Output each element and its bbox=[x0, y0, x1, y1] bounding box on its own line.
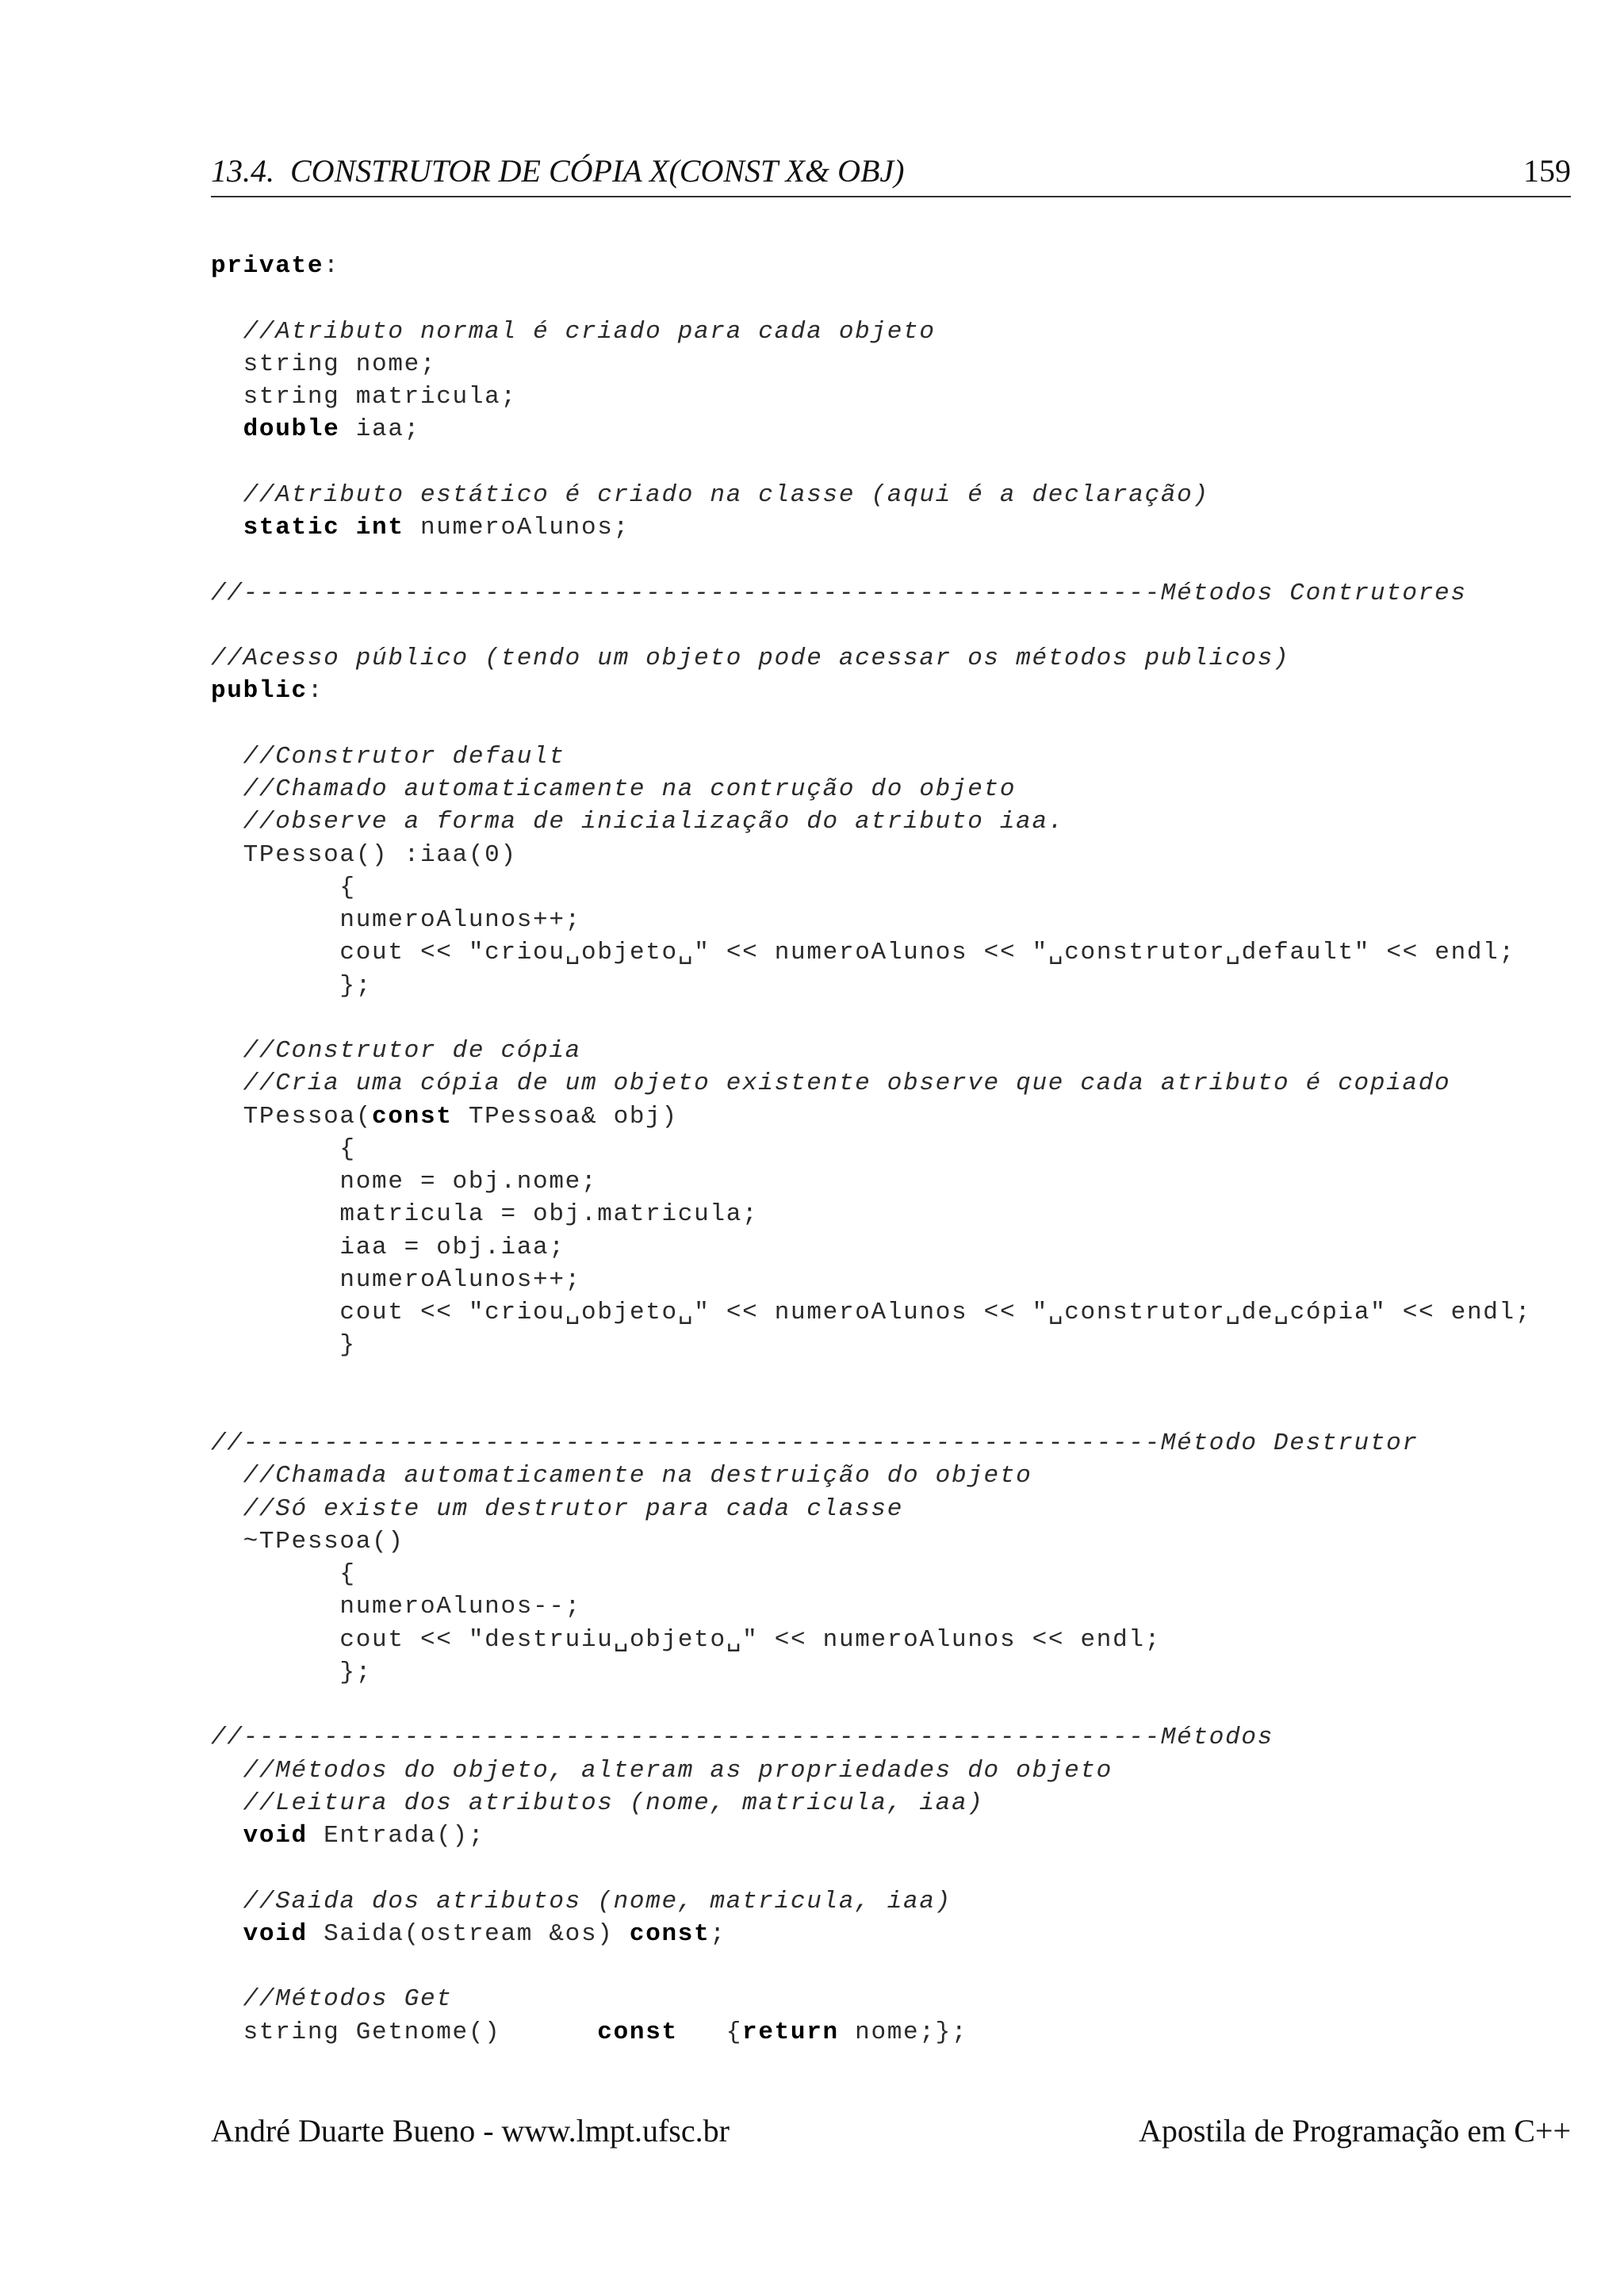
code-text: string nome; bbox=[211, 350, 437, 378]
code-text bbox=[211, 1985, 243, 2013]
code-text: cout << "criou␣objeto␣" << numeroAlunos << "␣construtor␣de␣cópia" << endl; bbox=[211, 1299, 1532, 1326]
code-line bbox=[211, 1002, 1624, 1035]
code-text: string matricula; bbox=[211, 383, 517, 411]
code-text bbox=[211, 1789, 243, 1817]
code-line bbox=[211, 1852, 1624, 1885]
code-line bbox=[211, 1721, 1624, 1754]
code-line bbox=[211, 1067, 1624, 1100]
code-text bbox=[211, 775, 243, 803]
code-keyword: void bbox=[243, 1919, 308, 1948]
page-number: 159 bbox=[1523, 153, 1571, 189]
code-line bbox=[211, 511, 1624, 544]
section-title: 13.4. CONSTRUTOR DE CÓPIA X(CONST X& OBJ) bbox=[211, 153, 905, 189]
code-line bbox=[211, 250, 1624, 282]
code-line bbox=[211, 348, 1624, 381]
code-comment: //Acesso público (tendo um objeto pode acessar os métodos publicos) bbox=[211, 645, 1290, 672]
code-line bbox=[211, 806, 1624, 838]
code-text: { bbox=[211, 1560, 356, 1588]
code-text: numeroAlunos--; bbox=[211, 1593, 581, 1621]
code-text: numeroAlunos++; bbox=[211, 1265, 581, 1294]
code-text: Entrada(); bbox=[307, 1822, 485, 1850]
code-text: ~TPessoa() bbox=[211, 1527, 404, 1556]
code-keyword: double bbox=[243, 415, 340, 444]
code-line bbox=[211, 316, 1624, 348]
code-text: matricula = obj.matricula; bbox=[211, 1200, 759, 1229]
code-line bbox=[211, 1100, 1624, 1133]
code-text bbox=[211, 808, 243, 836]
code-keyword: const bbox=[629, 1919, 710, 1948]
code-line bbox=[211, 1362, 1624, 1395]
code-line bbox=[211, 2016, 1624, 2049]
code-line bbox=[211, 773, 1624, 806]
code-text: numeroAlunos; bbox=[404, 514, 630, 541]
code-text: { bbox=[211, 1135, 356, 1163]
code-line bbox=[211, 1296, 1624, 1329]
code-line bbox=[211, 413, 1624, 446]
code-comment: //Saida dos atributos (nome, matricula, iaa) bbox=[243, 1887, 952, 1915]
code-keyword: void bbox=[243, 1822, 308, 1850]
code-comment: //Atributo normal é criado para cada objeto bbox=[243, 317, 936, 346]
code-comment: //Construtor default bbox=[243, 742, 565, 771]
code-text: nome = obj.nome; bbox=[211, 1168, 598, 1196]
code-keyword: static int bbox=[243, 514, 404, 541]
code-line bbox=[211, 1329, 1624, 1361]
running-header bbox=[211, 152, 1571, 197]
code-line bbox=[211, 1264, 1624, 1296]
code-line bbox=[211, 1558, 1624, 1590]
code-line bbox=[211, 1427, 1624, 1460]
code-comment: //Cria uma cópia de um objeto existente observe que cada atributo é copiado bbox=[243, 1070, 1451, 1098]
code-line bbox=[211, 839, 1624, 871]
code-line bbox=[211, 1624, 1624, 1656]
code-line bbox=[211, 1493, 1624, 1525]
footer-book-title: Apostila de Programação em C++ bbox=[1139, 2113, 1571, 2149]
code-comment: //Métodos do objeto, alteram as propriedades do objeto bbox=[243, 1756, 1113, 1785]
code-line bbox=[211, 577, 1624, 610]
code-comment: //Métodos Get bbox=[243, 1985, 453, 2014]
code-text bbox=[211, 415, 243, 443]
code-line bbox=[211, 740, 1624, 773]
code-listing bbox=[211, 250, 1624, 2049]
code-text: : bbox=[307, 677, 324, 706]
code-comment: //Chamada automaticamente na destruição do objeto bbox=[243, 1462, 1032, 1490]
code-line bbox=[211, 970, 1624, 1002]
code-text: iaa = obj.iaa; bbox=[211, 1233, 565, 1261]
code-line bbox=[211, 1590, 1624, 1623]
code-text: iaa; bbox=[339, 415, 420, 444]
code-line bbox=[211, 1231, 1624, 1264]
code-text bbox=[211, 318, 243, 346]
code-line bbox=[211, 1133, 1624, 1165]
code-text: }; bbox=[211, 1658, 373, 1686]
code-line bbox=[211, 1950, 1624, 1983]
code-line bbox=[211, 1525, 1624, 1558]
code-text bbox=[211, 1070, 243, 1097]
code-keyword: return bbox=[742, 2018, 839, 2046]
code-line bbox=[211, 1689, 1624, 1721]
code-text bbox=[211, 481, 243, 509]
code-comment: //Atributo estático é criado na classe (aqui é a declaração) bbox=[243, 480, 1209, 509]
code-text: : bbox=[324, 252, 340, 280]
code-text: TPessoa& obj) bbox=[452, 1102, 678, 1131]
code-text bbox=[211, 1037, 243, 1065]
code-line bbox=[211, 1460, 1624, 1492]
code-text: Saida(ostream &os) bbox=[307, 1919, 630, 1948]
code-line bbox=[211, 282, 1624, 315]
code-line bbox=[211, 1198, 1624, 1230]
code-text: } bbox=[211, 1331, 356, 1360]
code-line bbox=[211, 1755, 1624, 1787]
code-line bbox=[211, 479, 1624, 511]
code-keyword: public bbox=[211, 677, 308, 706]
code-text: nome;}; bbox=[838, 2018, 968, 2046]
code-line bbox=[211, 675, 1624, 707]
code-line bbox=[211, 1035, 1624, 1067]
code-comment: //Só existe um destrutor para cada classe bbox=[243, 1494, 904, 1523]
code-comment: //Leitura dos atributos (nome, matricula, iaa) bbox=[243, 1789, 984, 1817]
footer-author: André Duarte Bueno - www.lmpt.ufsc.br bbox=[211, 2113, 730, 2149]
code-line bbox=[211, 610, 1624, 642]
code-text: TPessoa() :iaa(0) bbox=[211, 840, 517, 869]
code-text: { bbox=[677, 2018, 743, 2046]
code-text bbox=[211, 1822, 243, 1850]
code-text: numeroAlunos++; bbox=[211, 906, 581, 934]
code-text: string Getnome() bbox=[211, 2018, 598, 2046]
code-text bbox=[211, 514, 243, 541]
code-comment: //---------------------------------------------------------Métodos bbox=[211, 1724, 1274, 1752]
code-text bbox=[211, 1495, 243, 1523]
code-text bbox=[211, 1920, 243, 1948]
code-text: { bbox=[211, 873, 356, 901]
code-text: TPessoa( bbox=[211, 1102, 373, 1131]
code-comment: //---------------------------------------------------------Método Destrutor bbox=[211, 1429, 1419, 1457]
code-text bbox=[211, 1462, 243, 1490]
code-line bbox=[211, 1983, 1624, 2015]
code-line bbox=[211, 1656, 1624, 1689]
code-line bbox=[211, 642, 1624, 675]
code-comment: //Chamado automaticamente na contrução do objeto bbox=[243, 775, 1017, 803]
code-comment: //---------------------------------------------------------Métodos Contrutores bbox=[211, 579, 1467, 607]
code-comment: //Construtor de cópia bbox=[243, 1037, 581, 1065]
header-rule bbox=[211, 196, 1571, 197]
code-text: ; bbox=[710, 1919, 726, 1948]
code-text: cout << "criou␣objeto␣" << numeroAlunos << "␣construtor␣default" << endl; bbox=[211, 939, 1515, 967]
code-line bbox=[211, 936, 1624, 969]
code-line bbox=[211, 1885, 1624, 1918]
running-footer bbox=[211, 2112, 1571, 2156]
code-line bbox=[211, 871, 1624, 904]
code-text bbox=[211, 1888, 243, 1915]
code-line bbox=[211, 1787, 1624, 1820]
code-text: cout << "destruiu␣objeto␣" << numeroAlunos << endl; bbox=[211, 1625, 1161, 1654]
code-keyword: private bbox=[211, 252, 324, 280]
code-line bbox=[211, 1918, 1624, 1950]
code-line bbox=[211, 1165, 1624, 1198]
code-line bbox=[211, 381, 1624, 413]
code-text: }; bbox=[211, 971, 373, 1000]
code-line bbox=[211, 446, 1624, 479]
code-text bbox=[211, 1757, 243, 1785]
code-line bbox=[211, 708, 1624, 740]
code-line bbox=[211, 544, 1624, 576]
code-line bbox=[211, 1820, 1624, 1852]
code-line bbox=[211, 1395, 1624, 1427]
code-comment: //observe a forma de inicialização do atributo iaa. bbox=[243, 808, 1065, 836]
code-keyword: const bbox=[372, 1102, 453, 1131]
code-text bbox=[211, 743, 243, 771]
code-line bbox=[211, 904, 1624, 936]
code-keyword: const bbox=[597, 2018, 678, 2046]
